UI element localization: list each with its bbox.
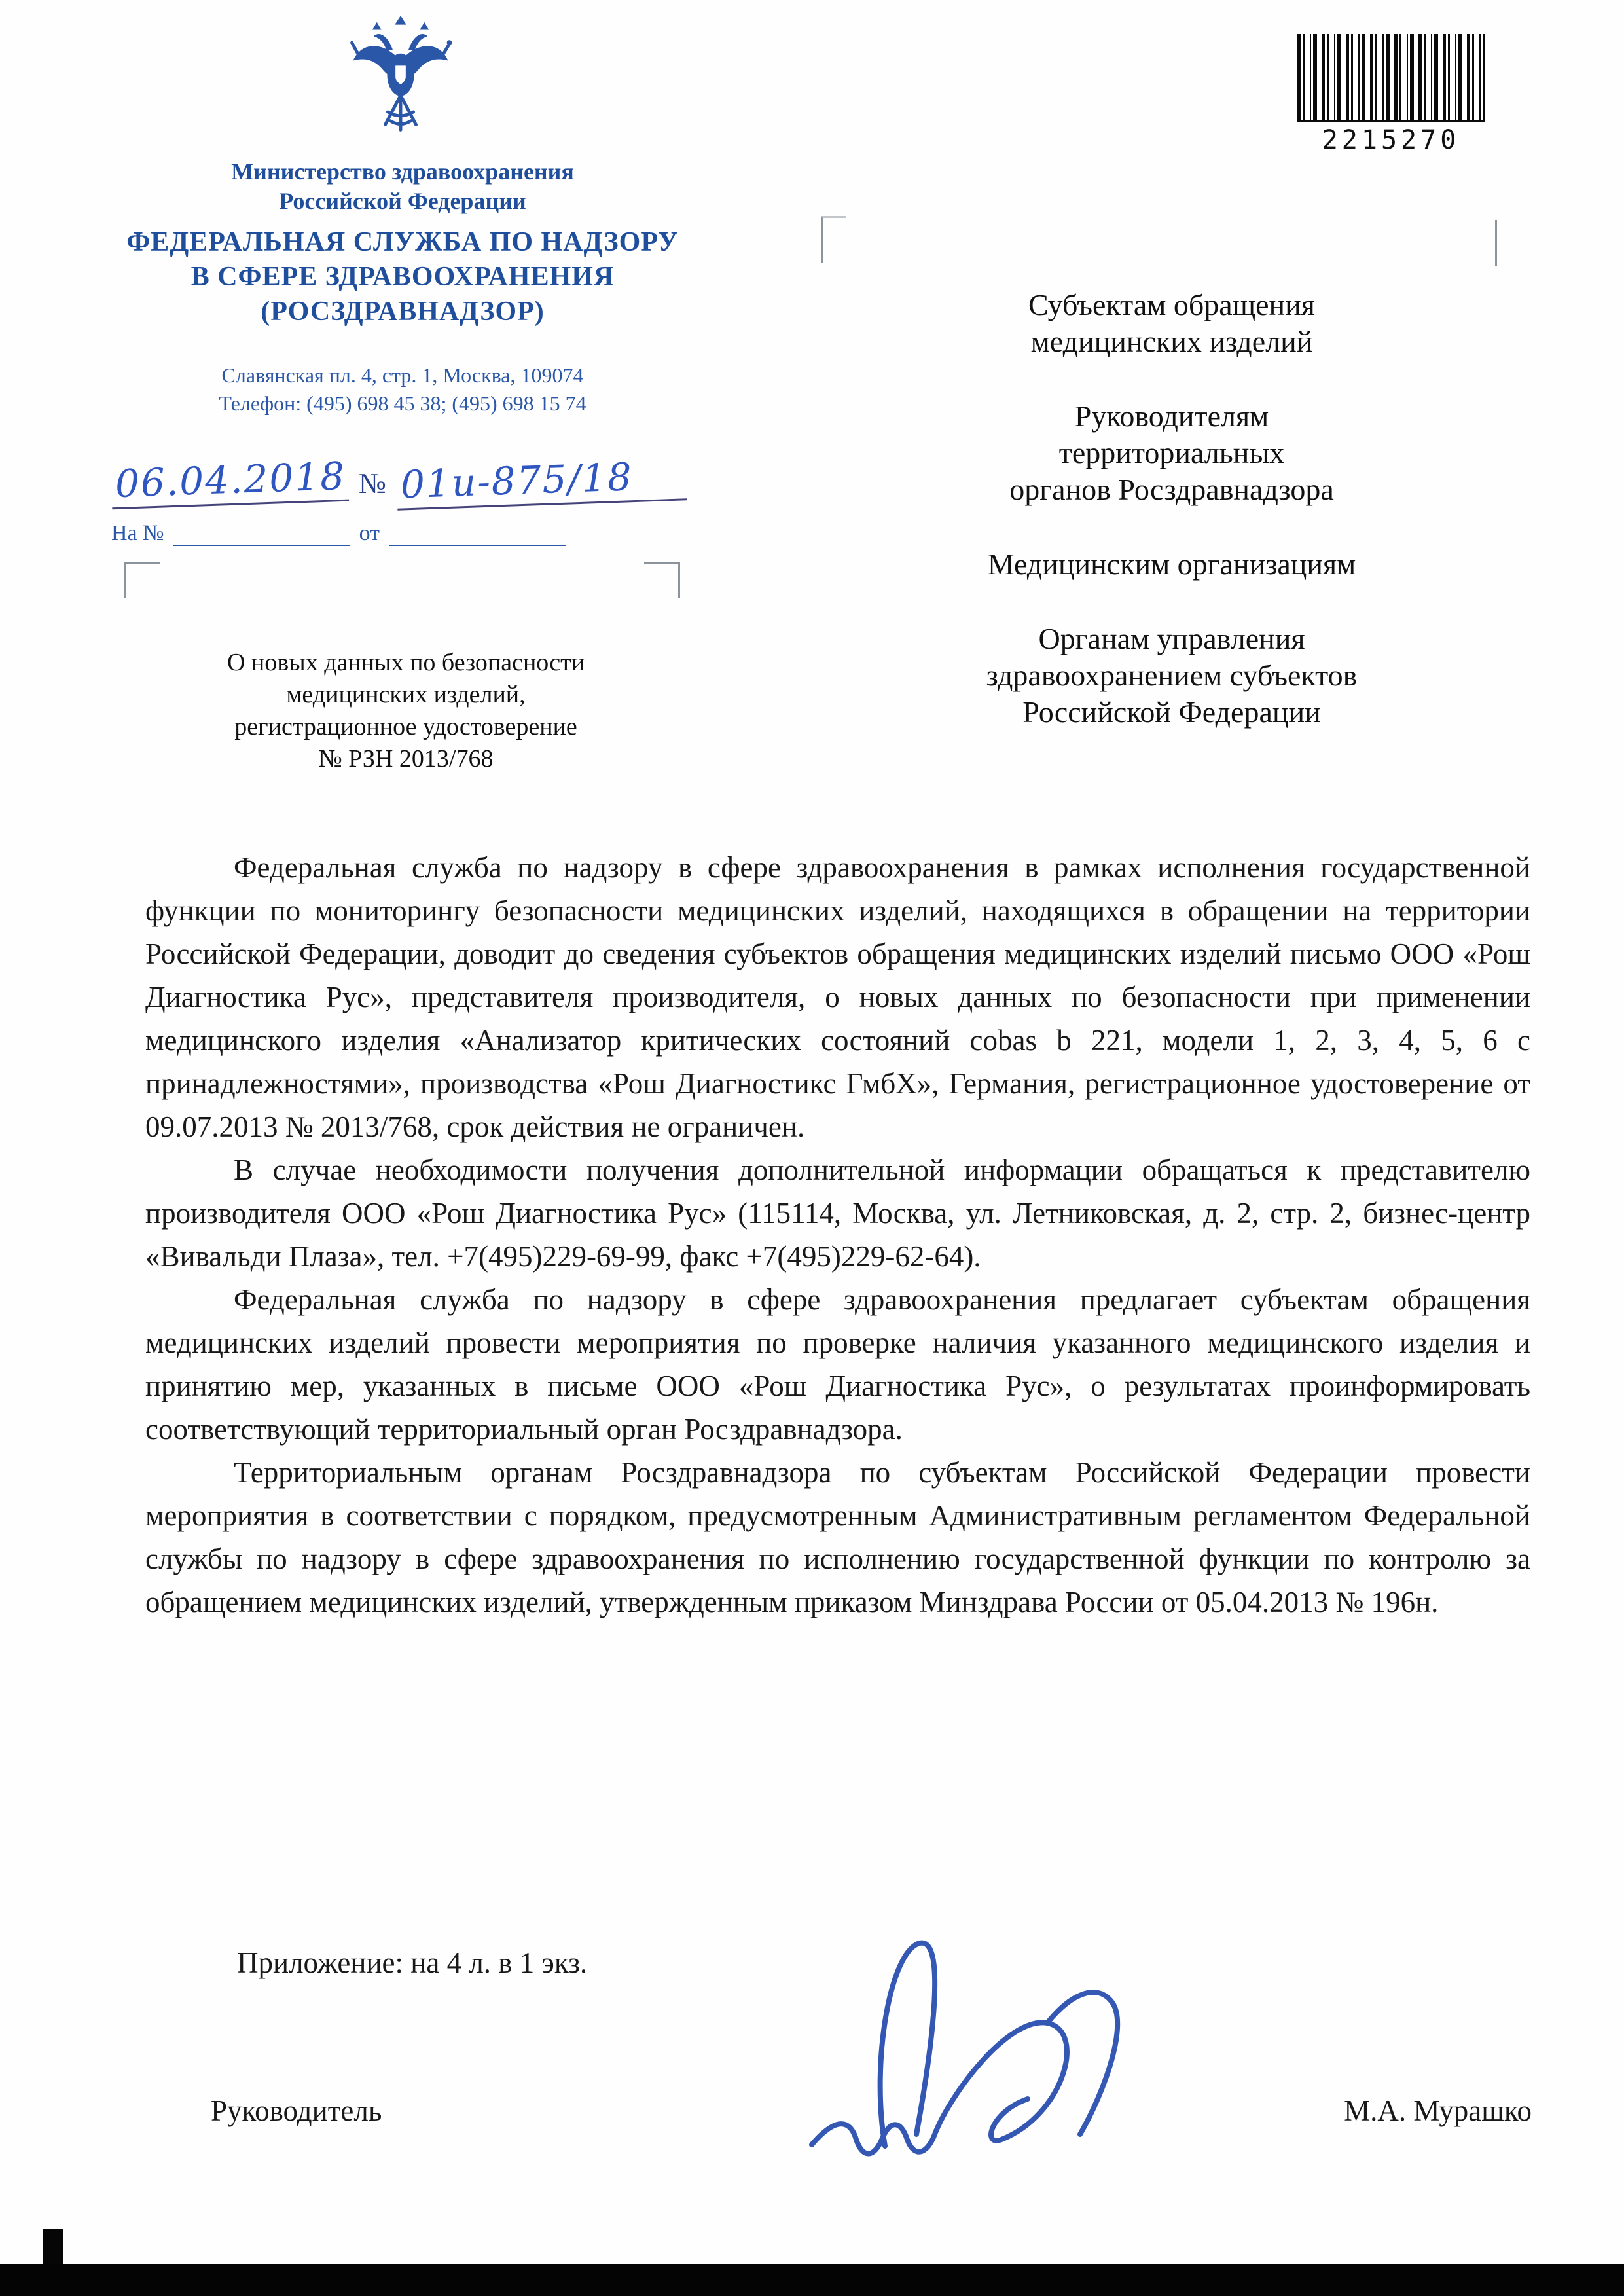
recipient-block [943,287,1401,360]
reply-from-label: от [359,521,380,545]
service-line: (РОСЗДРАВНАДЗОР) [261,297,545,327]
recipient-line: территориальных [1058,436,1285,469]
number-sign: № [359,467,386,500]
ministry-line: Российской Федерации [279,188,526,214]
body-paragraph: В случае необходимости получения дополнительной информации обращаться к представителю производителя ООО «Рош Диагностика Рус» (115114, Москва, ул. Летниковская, д. 2, стр. 2, бизнес-центр «Вивальди Плаза», тел. +7(495)229-69-99, факс +7(495)229-62-64). [145,1154,1530,1273]
recipient-line: Медицинским организациям [987,547,1356,581]
handwritten-signature-icon [694,1918,1165,2193]
phone-numbers: Телефон: (495) 698 45 38; (495) 698 15 74 [219,392,586,415]
attachment-note: Приложение: на 4 л. в 1 экз. [237,1946,588,1979]
service-name [39,225,766,329]
body-paragraph: Федеральная служба по надзору в сфере здравоохранения в рамках исполнения государственной функции по мониторингу безопасности медицинских изделий, находящихся в обращении на территории Российской Федерации, доводит до сведения субъектов обращения медицинских изделий письмо ООО «Рош Диагностика Рус», представителя производителя, о новых данных по безопасности при применении медицинского изделия «Анализатор критических состояний cobas b 221, модели 1, 2, 3, 4, 5, 6 с принадлежностями», производства «Рош Диагностикс ГмбХ», Германия, регистрационное удостоверение от 09.07.2013 № 2013/768, срок действия не ограничен. [145,851,1530,1143]
reply-number-blank [173,522,350,546]
ministry-line: Министерство здравоохранения [231,158,574,185]
handwritten-outgoing-number: 01и-875/18 [396,452,687,510]
document-barcode [1297,34,1485,155]
coat-of-arms-icon [349,14,452,143]
ministry-name [39,157,766,216]
recipient-line: Руководителям [1074,399,1269,433]
recipient-block [943,398,1401,508]
reply-prefix-label: На № [111,521,164,545]
subject-line: медицинских изделий, [286,681,526,708]
corner-mark [124,562,160,598]
service-line: В СФЕРЕ ЗДРАВООХРАНЕНИЯ [190,262,615,292]
recipient-line: медицинских изделий [1030,325,1313,358]
signer-name: М.А. Мурашко [1344,2094,1532,2127]
recipient-block [943,621,1401,731]
recipient-block [943,546,1401,583]
barcode-icon [1297,34,1485,122]
reply-date-blank [389,522,566,546]
letter-body [145,846,1530,1624]
outgoing-reference-row [111,432,766,505]
recipient-line: Органам управления [1038,622,1305,655]
postal-address: Славянская пл. 4, стр. 1, Москва, 109074 [221,363,584,387]
subject-line: № РЗН 2013/768 [318,745,494,773]
signer-title: Руководитель [211,2094,382,2127]
corner-mark [821,216,846,263]
corner-mark [644,562,680,598]
corner-mark [1495,220,1497,266]
body-paragraph: Федеральная служба по надзору в сфере здравоохранения предлагает субъектам обращения медицинских изделий провести мероприятия по проверке наличия указанного медицинского изделия и принятию мер, указанных в письме ООО «Рош Диагностика Рус», о результатах проинформировать соответствующий территориальный орган Росздравнадзора. [145,1283,1530,1446]
handwritten-date: 06.04.2018 [111,454,349,510]
body-paragraph: Территориальным органам Росздравнадзора по субъектам Российской Федерации провести мероприятия в соответствии с порядком, предусмотренным Административным регламентом Федеральной службы по надзору в сфере здравоохранения по исполнению государственной функции по контролю за обращением медицинских изделий, утвержденным приказом Минздрава России от 05.04.2013 № 196н. [145,1456,1530,1618]
letter-subject [111,647,700,775]
recipient-line: Субъектам обращения [1028,288,1315,321]
barcode-number: 2215270 [1322,125,1460,155]
subject-line: О новых данных по безопасности [226,649,585,676]
recipient-line: здравоохранением субъектов [986,659,1358,692]
contact-block [39,361,766,418]
recipient-line: органов Росздравнадзора [1009,473,1334,506]
service-line: ФЕДЕРАЛЬНАЯ СЛУЖБА ПО НАДЗОРУ [126,227,679,257]
reply-reference-row [111,521,766,546]
subject-line: регистрационное удостоверение [234,713,577,740]
scan-artifact [43,2229,63,2265]
scan-edge-bar [0,2264,1624,2296]
recipient-line: Российской Федерации [1022,695,1321,729]
recipients-list [943,287,1401,731]
